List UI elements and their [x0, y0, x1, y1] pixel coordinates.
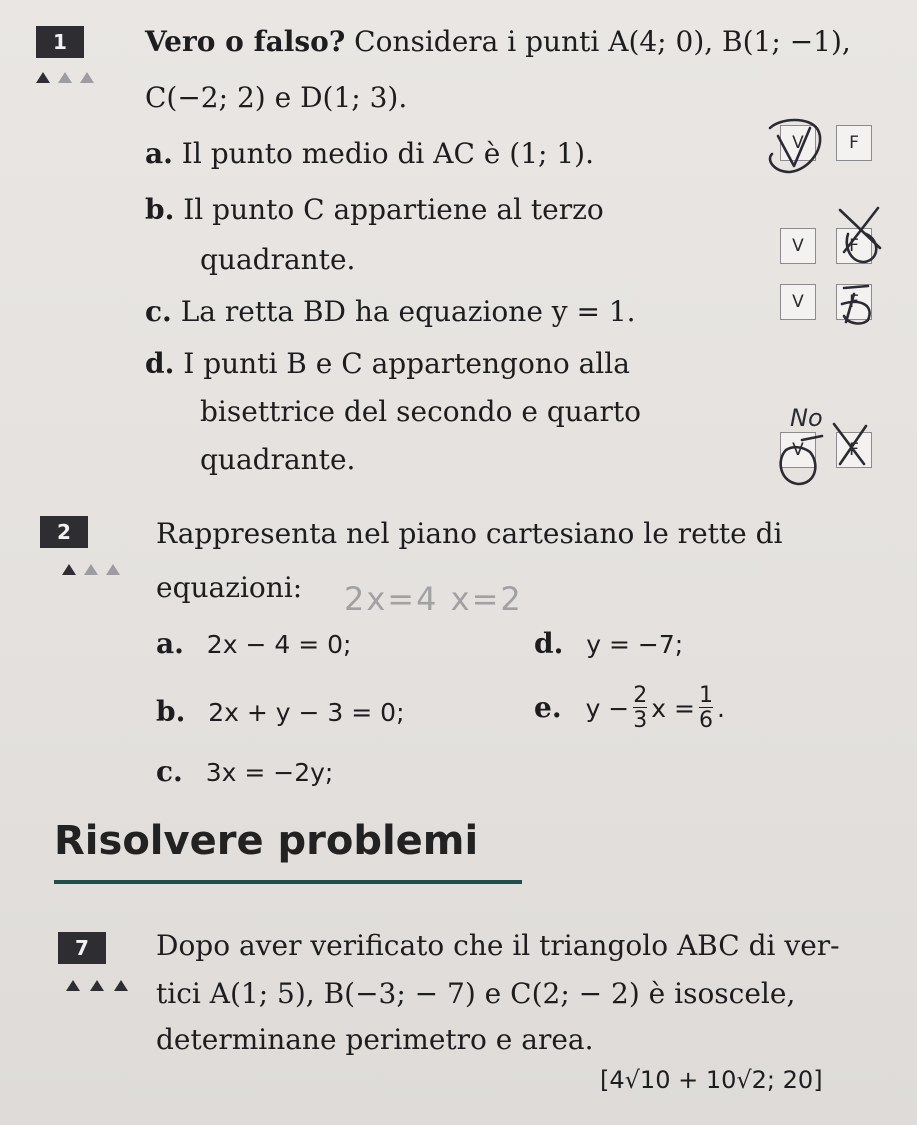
ex2-item-e-pre: y −: [585, 693, 630, 723]
ex1-a-false-label: F: [849, 133, 859, 153]
difficulty-triangle-3: [80, 72, 94, 83]
ex1-c-true-box[interactable]: [780, 284, 816, 320]
ex1-item-d-text3: quadrante.: [200, 443, 356, 476]
frac2-numerator: 1: [698, 683, 713, 708]
ex1-item-d: [145, 347, 630, 380]
ex1-a-false-box[interactable]: [836, 125, 872, 161]
exercise-2-text-line1: Rappresenta nel piano cartesiano le rette di: [156, 517, 783, 550]
ex2-item-a-eq: 2x − 4 = 0;: [206, 630, 352, 659]
ex1-item-c: [145, 295, 636, 328]
ex2-item-a: [156, 627, 352, 660]
difficulty-triangle-3: [114, 980, 128, 991]
section-rule: [54, 880, 522, 884]
ex1-item-b-text2: quadrante.: [200, 243, 356, 276]
ex1-item-b-text1: Il punto C appartiene al terzo: [183, 193, 604, 226]
ex2-item-d-letter: d.: [534, 627, 564, 660]
exercise-1-intro-line1: Considera i punti A(4; 0), B(1; −1),: [354, 25, 851, 58]
difficulty-triangle-2: [84, 564, 98, 575]
ex2-item-c: [156, 755, 334, 788]
exercise-2-text-line2: equazioni:: [156, 571, 303, 604]
handwritten-cross-b: [830, 200, 890, 270]
ex1-b-false-label: F: [849, 236, 859, 256]
exercise-7-number: [58, 932, 106, 964]
ex2-item-e: [534, 684, 725, 732]
section-title: Risolvere problemi: [54, 818, 479, 864]
exercise-7-number-text: 7: [75, 936, 89, 960]
exercise-2-handwriting: 2x=4 x=2: [344, 580, 523, 618]
ex1-d-false-label: F: [849, 440, 859, 460]
handwritten-mark-c: [832, 280, 882, 328]
ex1-item-a: [145, 137, 594, 170]
frac1-denominator: 3: [633, 708, 648, 734]
ex2-item-e-frac1: [633, 684, 647, 732]
ex1-item-d-text1: I punti B e C appartengono alla: [183, 347, 630, 380]
ex2-item-e-frac2: [699, 684, 713, 732]
ex2-item-c-eq: 3x = −2y;: [205, 758, 334, 787]
ex2-item-d-eq: y = −7;: [586, 630, 684, 659]
ex1-item-b-letter: b.: [145, 193, 175, 226]
frac1-numerator: 2: [633, 683, 648, 708]
handwritten-no: No: [790, 404, 823, 432]
ex2-item-b-eq: 2x + y − 3 = 0;: [208, 698, 405, 727]
ex1-item-a-letter: a.: [145, 137, 173, 170]
ex2-item-e-letter: e.: [534, 691, 562, 725]
exercise-1-heading: [145, 25, 851, 58]
ex1-item-d-text2: bisettrice del secondo e quarto: [200, 395, 641, 428]
exercise-7-line3: determinane perimetro e area.: [156, 1023, 594, 1056]
ex1-c-true-label: V: [792, 292, 804, 312]
ex1-c-false-label: F: [849, 292, 859, 312]
ex1-item-c-text: La retta BD ha equazione y = 1.: [180, 295, 636, 328]
difficulty-triangle-2: [90, 980, 104, 991]
difficulty-triangle-2: [58, 72, 72, 83]
difficulty-triangle-1: [36, 72, 50, 83]
exercise-1-intro-line2: C(−2; 2) e D(1; 3).: [145, 81, 408, 114]
exercise-7-line2: tici A(1; 5), B(−3; − 7) e C(2; − 2) è isoscele,: [156, 977, 796, 1010]
ex2-item-b: [156, 695, 405, 728]
exercise-7-answer: [4√10 + 10√2; 20]: [600, 1066, 823, 1094]
exercise-7-line1: Dopo aver verificato che il triangolo ABC di ver-: [156, 929, 840, 962]
ex1-b-true-label: V: [792, 236, 804, 256]
ex2-item-e-post: .: [716, 693, 725, 723]
frac2-denominator: 6: [698, 708, 713, 734]
exercise-2-number-text: 2: [57, 520, 71, 544]
difficulty-triangle-1: [66, 980, 80, 991]
ex1-b-true-box[interactable]: [780, 228, 816, 264]
difficulty-triangle-3: [106, 564, 120, 575]
ex2-item-b-letter: b.: [156, 695, 186, 728]
ex2-item-d: [534, 627, 684, 660]
difficulty-triangle-1: [62, 564, 76, 575]
ex2-item-c-letter: c.: [156, 755, 183, 788]
ex1-d-true-label: V: [792, 440, 804, 460]
ex1-item-a-text: Il punto medio di AC è (1; 1).: [181, 137, 594, 170]
ex1-item-b: [145, 193, 604, 226]
exercise-1-number-text: 1: [53, 30, 67, 54]
exercise-1-number: [36, 26, 84, 58]
ex1-a-true-label: V: [792, 133, 804, 153]
ex1-item-c-letter: c.: [145, 295, 172, 328]
exercise-1-title: Vero o falso?: [145, 25, 346, 58]
ex1-item-d-letter: d.: [145, 347, 175, 380]
exercise-2-number: [40, 516, 88, 548]
ex2-item-e-mid: x =: [651, 693, 695, 723]
ex2-item-a-letter: a.: [156, 627, 184, 660]
handwritten-circle-a: [760, 110, 830, 180]
handwritten-circle-d: [768, 420, 878, 492]
